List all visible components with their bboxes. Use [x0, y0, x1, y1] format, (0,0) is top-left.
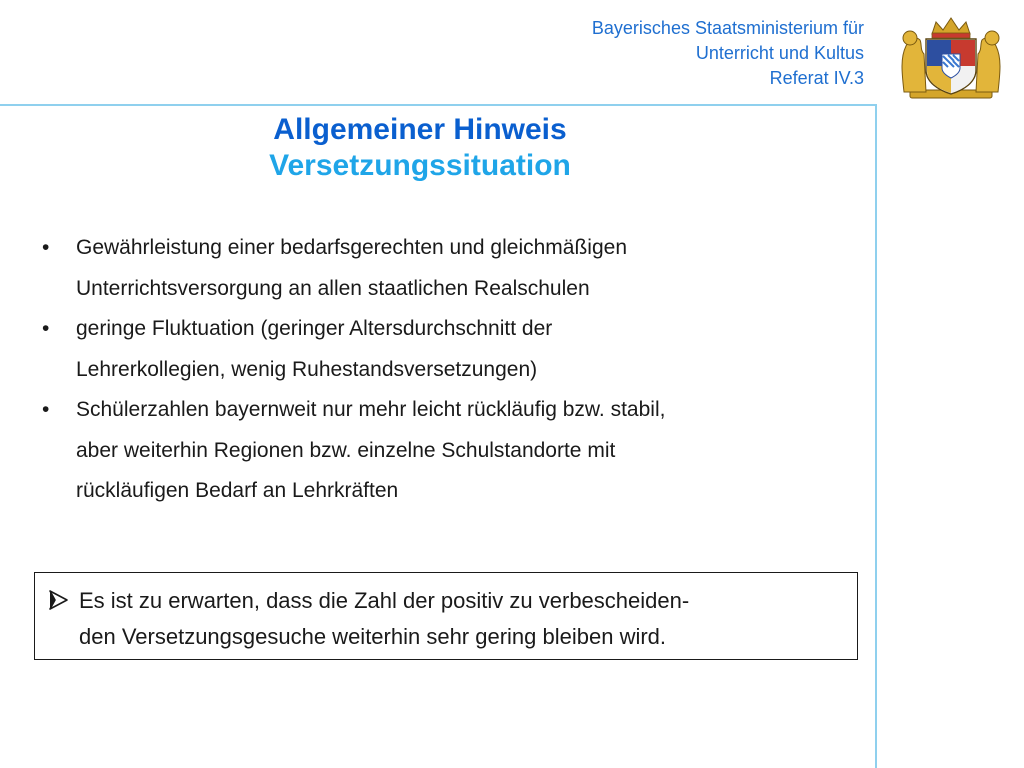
conclusion-line-2: den Versetzungsgesuche weiterhin sehr gering bleiben wird.	[79, 624, 667, 649]
ministry-line-3: Referat IV.3	[769, 68, 864, 88]
ministry-line-1: Bayerisches Staatsministerium für	[591, 18, 864, 38]
arrow-bullet-icon	[47, 589, 69, 611]
conclusion-line-1: Es ist zu erwarten, dass die Zahl der positiv zu verbescheiden-	[79, 588, 690, 613]
bullet-symbol: •	[42, 317, 50, 340]
bullet-list	[42, 228, 852, 512]
bullet-text: Gewährleistung einer bedarfsgerechten und gleichmäßigen	[76, 236, 628, 259]
bullet-text: rückläufigen Bedarf an Lehrkräften	[76, 479, 399, 502]
bullet-text: Unterrichtsversorgung an allen staatlichen Realschulen	[76, 276, 590, 300]
bullet-text: aber weiterhin Regionen bzw. einzelne Schulstandorte mit	[76, 438, 616, 462]
bullet-symbol: •	[42, 398, 50, 421]
bullet-item	[42, 309, 852, 390]
bullet-item	[42, 390, 852, 512]
title-line-2: Versetzungssituation	[269, 149, 571, 182]
bullet-text: Schülerzahlen bayernweit nur mehr leicht rückläufig bzw. stabil,	[76, 398, 666, 421]
slide-title	[0, 112, 840, 184]
bullet-text: Lehrerkollegien, wenig Ruhestandsversetzungen)	[76, 357, 538, 381]
conclusion-box	[34, 572, 858, 660]
bullet-item	[42, 228, 852, 309]
header-divider-vertical	[875, 104, 877, 768]
ministry-line-2: Unterricht und Kultus	[695, 43, 864, 63]
conclusion-text	[79, 583, 849, 655]
bullet-text: geringe Fluktuation (geringer Altersdurchschnitt der	[76, 317, 553, 340]
bavarian-coat-of-arms-icon	[896, 14, 1006, 102]
title-line-1: Allgemeiner Hinweis	[273, 113, 567, 146]
header-divider-horizontal	[0, 104, 877, 106]
bullet-symbol: •	[42, 236, 50, 259]
ministry-header	[592, 16, 864, 91]
